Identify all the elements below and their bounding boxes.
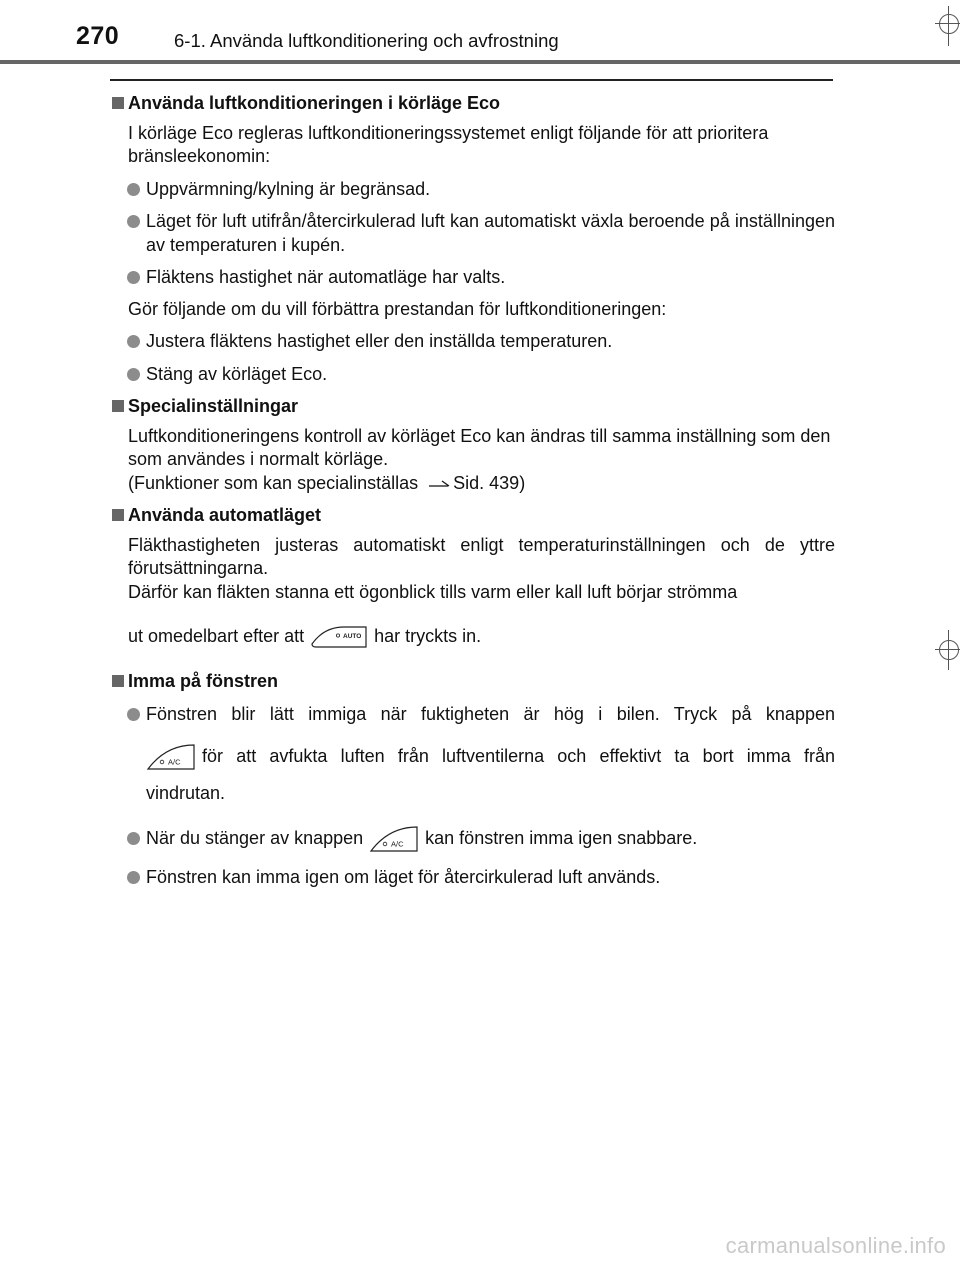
- bullet-dot-icon: [127, 832, 140, 845]
- eco-intro: I körläge Eco regleras luftkonditioneringssystemet enligt följande för att prioritera bränsleekonomin:: [128, 122, 769, 166]
- list-item: Justera fläktens hastighet eller den inställda temperaturen.: [110, 330, 835, 354]
- heading-auto-mode: Använda automatläget: [110, 504, 835, 528]
- heading-square-icon: [112, 675, 124, 687]
- bullet-dot-icon: [127, 335, 140, 348]
- bullet-dot-icon: [127, 708, 140, 721]
- page-number: 270: [76, 22, 120, 50]
- list-item: Fläktens hastighet när automatläge har valts.: [110, 266, 835, 290]
- watermark: carmanualsonline.info: [725, 1233, 946, 1258]
- content-top-rule: [110, 79, 833, 81]
- bullet-dot-icon: [127, 271, 140, 284]
- list-item: Fönstren blir lätt immiga när fuktigheten är hög i bilen. Tryck på knappen A/C för att avfukta luften från luftventilerna och effektivt ta bort imma från vindrutan.: [110, 703, 835, 806]
- svg-text:A/C: A/C: [391, 839, 404, 849]
- special-settings-text: Luftkonditioneringens kontroll av körläget Eco kan ändras till samma inställning som den som användes i normalt körläge. (Funktioner som kan specialinställas Sid. 439): [128, 425, 831, 493]
- bullet-dot-icon: [127, 871, 140, 884]
- bullet-dot-icon: [127, 215, 140, 228]
- page-header: [0, 0, 960, 70]
- header-rule: [0, 60, 960, 64]
- heading-square-icon: [112, 400, 124, 412]
- svg-text:AUTO: AUTO: [343, 633, 362, 641]
- auto-button-icon: [310, 624, 368, 650]
- list-item: Fönstren kan imma igen om läget för återcirkulerad luft används.: [110, 866, 835, 890]
- arrow-right-icon: [429, 479, 451, 489]
- heading-eco-mode: Använda luftkonditioneringen i körläge Eco: [110, 92, 835, 116]
- page-content: [110, 92, 835, 889]
- heading-special-settings: Specialinställningar: [110, 395, 835, 419]
- page-reference-link[interactable]: Sid. 439): [453, 472, 526, 493]
- bullet-dot-icon: [127, 368, 140, 381]
- heading-fog-windows: Imma på fönstren: [110, 670, 835, 694]
- list-item: Läget för luft utifrån/återcirkulerad luft kan automatiskt växla beroende på inställningen av temperaturen i kupén.: [110, 210, 835, 257]
- heading-square-icon: [112, 97, 124, 109]
- section-title: 6-1. Använda luftkonditionering och avfrostning: [174, 30, 559, 51]
- auto-mode-text: Fläkthastigheten justeras automatiskt enligt temperaturinställningen och de yttre förutsättningarna. Därför kan fläkten stanna ett ögonblick tills varm eller kall luft börjar strömma ut omedelbart efter att AUTO har tryckts in.: [110, 534, 835, 659]
- ac-button-icon: [146, 742, 196, 772]
- list-item: Uppvärmning/kylning är begränsad.: [110, 178, 835, 202]
- list-item: När du stänger av knappen A/C kan fönstren imma igen snabbare.: [110, 816, 835, 860]
- registration-mark-right: [935, 630, 960, 670]
- registration-mark-top-right: [935, 6, 960, 46]
- svg-text:A/C: A/C: [168, 757, 181, 767]
- heading-square-icon: [112, 509, 124, 521]
- list-item: Stäng av körläget Eco.: [110, 363, 835, 387]
- bullet-dot-icon: [127, 183, 140, 196]
- ac-button-icon: [369, 824, 419, 854]
- eco-improve-text: Gör följande om du vill förbättra prestandan för luftkonditioneringen:: [128, 298, 667, 319]
